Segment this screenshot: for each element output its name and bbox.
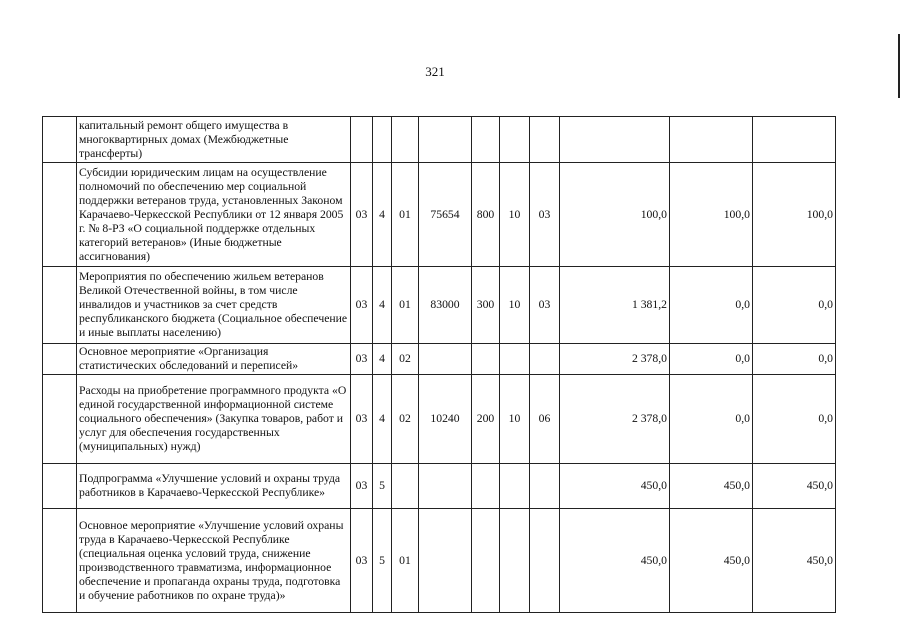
amount-cell: 0,0 [670, 267, 753, 344]
code-cell: 4 [373, 163, 392, 267]
row-name: Основное мероприятие «Улучшение условий охраны труда в Карачаево-Черкесской Республике (специальная оценка условий труда, снижение производственного травматизма, информационное обеспечение и пропаганда охраны труда, подготовка и обучение работников по охране труда)» [77, 509, 351, 613]
code-cell [530, 117, 560, 163]
code-cell: 06 [530, 375, 560, 464]
amount-cell [560, 117, 670, 163]
code-cell [530, 509, 560, 613]
row-number-cell [43, 163, 77, 267]
code-cell: 5 [373, 464, 392, 509]
code-cell: 10240 [419, 375, 472, 464]
code-cell: 01 [392, 267, 419, 344]
amount-cell: 450,0 [560, 464, 670, 509]
row-number-cell [43, 117, 77, 163]
row-number-cell [43, 375, 77, 464]
amount-cell: 100,0 [670, 163, 753, 267]
table-row [43, 375, 836, 464]
amount-cell: 1 381,2 [560, 267, 670, 344]
budget-table [42, 116, 836, 613]
code-cell: 83000 [419, 267, 472, 344]
code-cell: 02 [392, 344, 419, 375]
row-number-cell [43, 344, 77, 375]
code-cell [500, 117, 530, 163]
code-cell: 03 [530, 163, 560, 267]
code-cell [500, 464, 530, 509]
row-name: Субсидии юридическим лицам на осуществление полномочий по обеспечению мер социальной поддержки ветеранов труда, установленных Законом Карачаево-Черкесской Республики от 12 января 2005 г. № 8-РЗ «О социальной поддержке отдельных категорий ветеранов» (Иные бюджетные ассигнования) [77, 163, 351, 267]
amount-cell: 0,0 [753, 375, 836, 464]
code-cell: 800 [472, 163, 500, 267]
row-number-cell [43, 509, 77, 613]
code-cell: 01 [392, 509, 419, 613]
row-name: Подпрограмма «Улучшение условий и охраны труда работников в Карачаево-Черкесской Республике» [77, 464, 351, 509]
amount-cell: 100,0 [560, 163, 670, 267]
code-cell [419, 344, 472, 375]
code-cell [500, 344, 530, 375]
code-cell: 10 [500, 267, 530, 344]
code-cell: 03 [351, 509, 373, 613]
code-cell: 02 [392, 375, 419, 464]
code-cell [373, 117, 392, 163]
table-row [43, 344, 836, 375]
code-cell: 01 [392, 163, 419, 267]
code-cell [472, 464, 500, 509]
amount-cell: 0,0 [753, 344, 836, 375]
code-cell: 03 [351, 267, 373, 344]
code-cell: 03 [351, 464, 373, 509]
code-cell: 4 [373, 344, 392, 375]
code-cell [472, 344, 500, 375]
amount-cell: 2 378,0 [560, 344, 670, 375]
code-cell: 200 [472, 375, 500, 464]
code-cell [472, 117, 500, 163]
row-name: Основное мероприятие «Организация статистических обследований и переписей» [77, 344, 351, 375]
amount-cell: 0,0 [670, 375, 753, 464]
code-cell: 03 [530, 267, 560, 344]
code-cell: 03 [351, 375, 373, 464]
amount-cell: 450,0 [753, 509, 836, 613]
code-cell [530, 344, 560, 375]
row-number-cell [43, 267, 77, 344]
table-row [43, 509, 836, 613]
code-cell: 10 [500, 375, 530, 464]
code-cell: 75654 [419, 163, 472, 267]
table-row [43, 163, 836, 267]
code-cell [351, 117, 373, 163]
amount-cell: 2 378,0 [560, 375, 670, 464]
code-cell: 03 [351, 344, 373, 375]
row-number-cell [43, 464, 77, 509]
table-row [43, 117, 836, 163]
code-cell: 300 [472, 267, 500, 344]
amount-cell: 0,0 [753, 267, 836, 344]
code-cell [530, 464, 560, 509]
code-cell [392, 464, 419, 509]
code-cell [419, 117, 472, 163]
amount-cell: 450,0 [670, 509, 753, 613]
row-name: капитальный ремонт общего имущества в многоквартирных домах (Межбюджетные трансферты) [77, 117, 351, 163]
code-cell: 10 [500, 163, 530, 267]
code-cell: 4 [373, 267, 392, 344]
amount-cell [670, 117, 753, 163]
page-edge-mark [898, 34, 900, 98]
code-cell: 4 [373, 375, 392, 464]
amount-cell: 0,0 [670, 344, 753, 375]
table-row [43, 267, 836, 344]
code-cell [419, 464, 472, 509]
code-cell [392, 117, 419, 163]
code-cell [500, 509, 530, 613]
code-cell: 5 [373, 509, 392, 613]
code-cell [472, 509, 500, 613]
page-number: 321 [425, 64, 445, 79]
amount-cell: 450,0 [670, 464, 753, 509]
row-name: Мероприятия по обеспечению жильем ветеранов Великой Отечественной войны, в том числе инвалидов и участников за счет средств республиканского бюджета (Социальное обеспечение и иные выплаты населению) [77, 267, 351, 344]
table-row [43, 464, 836, 509]
amount-cell: 100,0 [753, 163, 836, 267]
amount-cell: 450,0 [753, 464, 836, 509]
code-cell [419, 509, 472, 613]
amount-cell: 450,0 [560, 509, 670, 613]
amount-cell [753, 117, 836, 163]
row-name: Расходы на приобретение программного продукта «О единой государственной информационной системе социального обеспечения» (Закупка товаров, работ и услуг для обеспечения государственных (муниципальных) нужд) [77, 375, 351, 464]
code-cell: 03 [351, 163, 373, 267]
